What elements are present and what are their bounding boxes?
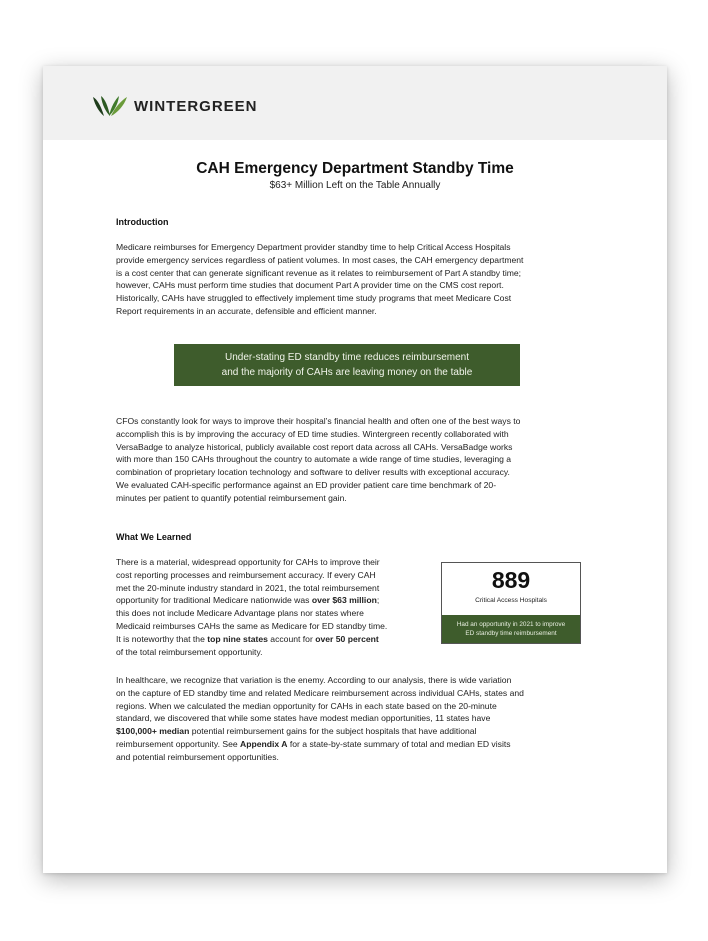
text-line: There is a material, widespread opportunity for CAHs to improve their xyxy=(116,557,380,567)
text-run: for a state-by-state summary of total and median ED visits xyxy=(287,738,511,749)
text-run: account for xyxy=(267,633,316,644)
cfo-paragraph xyxy=(116,415,520,505)
text-line: however, CAHs must perform time studies that document Part A provider time on the CMS cost report. xyxy=(116,280,504,291)
stat-number: 889 xyxy=(491,567,531,593)
text-line: Medicare reimburses for Emergency Department provider standby time to help Critical Access Hospitals xyxy=(116,242,511,252)
learned-paragraph-1 xyxy=(116,556,387,658)
text-line xyxy=(116,594,387,607)
text-line: CFOs constantly look for ways to improve their hospital’s financial health and often one of the best ways to xyxy=(116,416,521,426)
text-line: regions. When we calculated the median opportunity for CAHs in each state based on the 20-minute xyxy=(116,700,497,711)
emphasis-text: over 50 percent xyxy=(315,633,379,644)
text-run: potential reimbursement gains for the subject hospitals that have additional xyxy=(189,726,477,737)
text-line: combination of proprietary location technology and software to deliver results with exceptional accuracy. xyxy=(116,467,510,478)
emphasis-text: over $63 million xyxy=(311,595,377,606)
text-line: We evaluated CAH-specific performance against an ED provider patient care time benchmark of 20- xyxy=(116,479,497,490)
introduction-heading: Introduction xyxy=(116,217,169,227)
document-subtitle: $63+ Million Left on the Table Annually xyxy=(269,180,441,191)
text-line: is a cost center that can generate significant revenue as it relates to reimbursement of Part A standby time; xyxy=(116,267,522,278)
text-line: Medicaid reimburses CAHs the same as Medicare for ED standby time. xyxy=(116,620,388,631)
brand-name: WINTERGREEN xyxy=(134,97,258,115)
text-line: minutes per patient to quantify potential reimbursement gain. xyxy=(116,492,347,503)
emphasis-text: $100,000+ median xyxy=(116,726,190,737)
text-line: standard, we discovered that while some states have modest median opportunities, 11 states have xyxy=(116,713,491,724)
stat-footnote-line: ED standby time reimbursement xyxy=(465,630,557,637)
text-line: on the capture of ED standby time and related Medicare reimbursement across individual CAHs, states and xyxy=(116,687,524,698)
what-we-learned-heading: What We Learned xyxy=(116,532,192,542)
stat-label: Critical Access Hospitals xyxy=(475,597,547,604)
text-line xyxy=(116,738,524,751)
text-line: met the 20-minute industry standard in 2021, the total reimbursement xyxy=(116,582,380,593)
learned-paragraph-2 xyxy=(116,674,524,764)
text-run: ; xyxy=(376,595,380,606)
text-line: this does not include Medicare Advantage plans nor states where xyxy=(116,608,364,619)
text-line: of the total reimbursement opportunity. xyxy=(116,646,263,657)
callout-banner xyxy=(174,344,520,386)
callout-line: and the majority of CAHs are leaving money on the table xyxy=(221,367,473,378)
text-line: VersaBadge to analyze historical, publicly available cost report data across all CAHs. VersaBadge works xyxy=(116,441,513,452)
text-line: cost reporting processes and reimbursement accuracy. If every CAH xyxy=(116,569,376,580)
document-page xyxy=(43,66,667,873)
text-run: opportunity for traditional Medicare nationwide was xyxy=(116,595,312,606)
stat-footnote-line: Had an opportunity in 2021 to improve xyxy=(456,621,566,628)
emphasis-text: Appendix A xyxy=(240,738,288,749)
text-run: It is noteworthy that the xyxy=(116,633,208,644)
brand-logo xyxy=(92,95,258,117)
stat-card xyxy=(441,562,581,644)
stat-footnote xyxy=(442,615,580,643)
text-line: In healthcare, we recognize that variation is the enemy. According to our analysis, there is wide variation xyxy=(116,675,512,685)
text-line: with more than 150 CAHs throughout the country to automate a wide range of time studies, leveraging a xyxy=(116,454,512,465)
text-line: and potential reimbursement opportunities. xyxy=(116,751,279,762)
text-line xyxy=(116,633,387,646)
callout-line: Under-stating ED standby time reduces reimbursement xyxy=(225,352,469,363)
document-title: CAH Emergency Department Standby Time xyxy=(196,160,514,177)
wintergreen-leaf-icon xyxy=(92,95,128,117)
text-line: provide emergency services regardless of patient volumes. In most cases, the CAH emergency department xyxy=(116,254,524,265)
introduction-paragraph xyxy=(116,241,523,318)
emphasis-text: top nine states xyxy=(207,633,268,644)
text-line: Historically, CAHs have struggled to effectively implement time study programs that meet Medicare Cost xyxy=(116,293,512,304)
text-run: reimbursement opportunity. See xyxy=(116,738,241,749)
text-line xyxy=(116,725,524,738)
text-line: accomplish this is by improving the accuracy of ED time studies. Wintergreen recently collaborated with xyxy=(116,428,509,439)
text-line: Report requirements in an accurate, defensible and efficient manner. xyxy=(116,305,377,316)
